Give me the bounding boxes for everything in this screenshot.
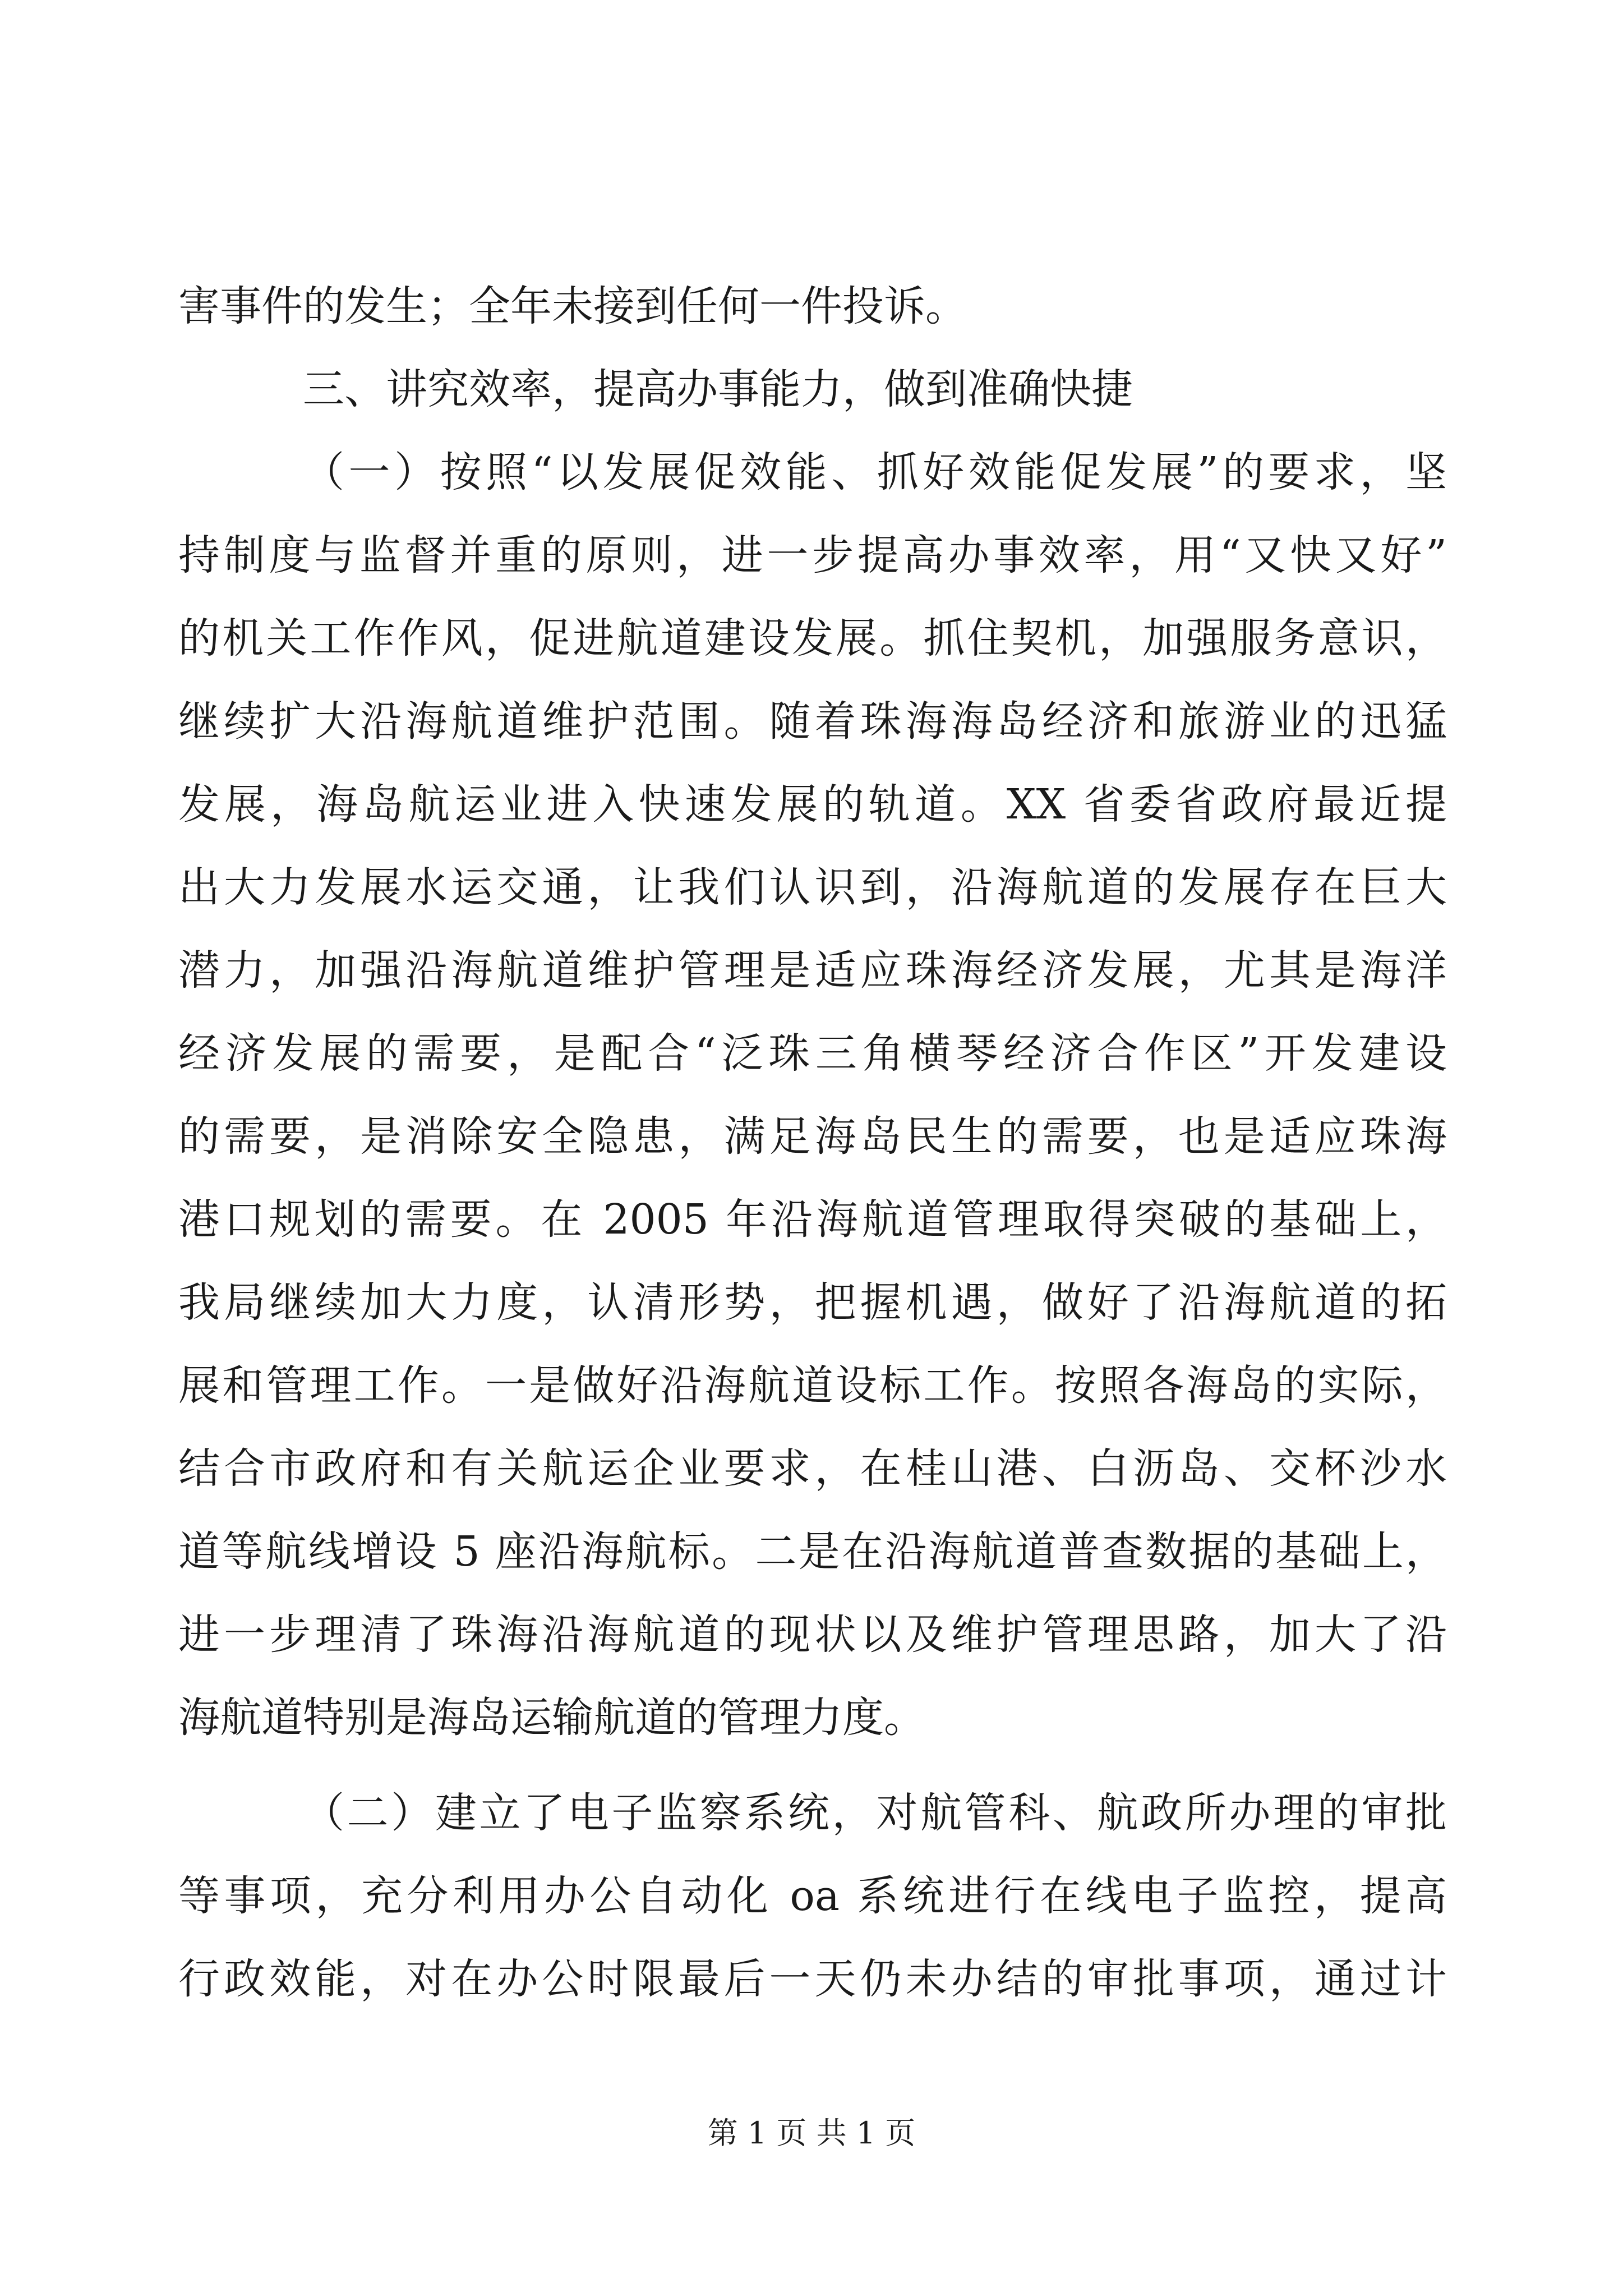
paragraph-line: 进一步理清了珠海沿海航道的现状以及维护管理思路，加大了沿 — [178, 1611, 1447, 1659]
paragraph-line: 港口规划的需要。在 2005 年沿海航道管理取得突破的基础上， — [178, 1195, 1447, 1244]
section-heading: 三、讲究效率，提高办事能力，做到准确快捷 — [303, 365, 1133, 413]
paragraph-line: 结合市政府和有关航运企业要求，在桂山港、白沥岛、交杯沙水 — [178, 1444, 1447, 1493]
paragraph-line: 展和管理工作。一是做好沿海航道设标工作。按照各海岛的实际， — [178, 1361, 1447, 1410]
paragraph-line: 海航道特别是海岛运输航道的管理力度。 — [178, 1694, 925, 1742]
paragraph-line: 的机关工作作风，促进航道建设发展。抓住契机，加强服务意识， — [178, 614, 1447, 662]
paragraph-line: （一）按照“以发展促效能、抓好效能促发展”的要求，坚 — [303, 448, 1447, 496]
paragraph-line: 潜力，加强沿海航道维护管理是适应珠海经济发展，尤其是海洋 — [178, 946, 1447, 995]
paragraph-line: 道等航线增设 5 座沿海航标。二是在沿海航道普查数据的基础上， — [178, 1527, 1447, 1576]
paragraph-line: 我局继续加大力度，认清形势，把握机遇，做好了沿海航道的拓 — [178, 1278, 1447, 1327]
paragraph-line: （二）建立了电子监察系统，对航管科、航政所办理的审批 — [303, 1789, 1447, 1837]
paragraph-line: 持制度与监督并重的原则，进一步提高办事效率，用“又快又好” — [178, 531, 1447, 579]
document-body — [178, 265, 1447, 2021]
paragraph-line: 经济发展的需要，是配合“泛珠三角横琴经济合作区”开发建设 — [178, 1029, 1447, 1078]
paragraph-line: 继续扩大沿海航道维护范围。随着珠海海岛经济和旅游业的迅猛 — [178, 697, 1447, 746]
paragraph-line: 的需要，是消除安全隐患，满足海岛民生的需要，也是适应珠海 — [178, 1112, 1447, 1161]
page-footer: 第 1 页 共 1 页 — [707, 2115, 916, 2151]
paragraph-line: 出大力发展水运交通，让我们认识到，沿海航道的发展存在巨大 — [178, 863, 1447, 912]
paragraph-line: 行政效能，对在办公时限最后一天仍未办结的审批事项，通过计 — [178, 1955, 1447, 2003]
paragraph-line: 等事项，充分利用办公自动化 oa 系统进行在线电子监控，提高 — [178, 1872, 1447, 1920]
paragraph-line: 发展，海岛航运业进入快速发展的轨道。XX 省委省政府最近提 — [178, 780, 1447, 829]
paragraph-line: 害事件的发生；全年未接到任何一件投诉。 — [178, 282, 967, 330]
